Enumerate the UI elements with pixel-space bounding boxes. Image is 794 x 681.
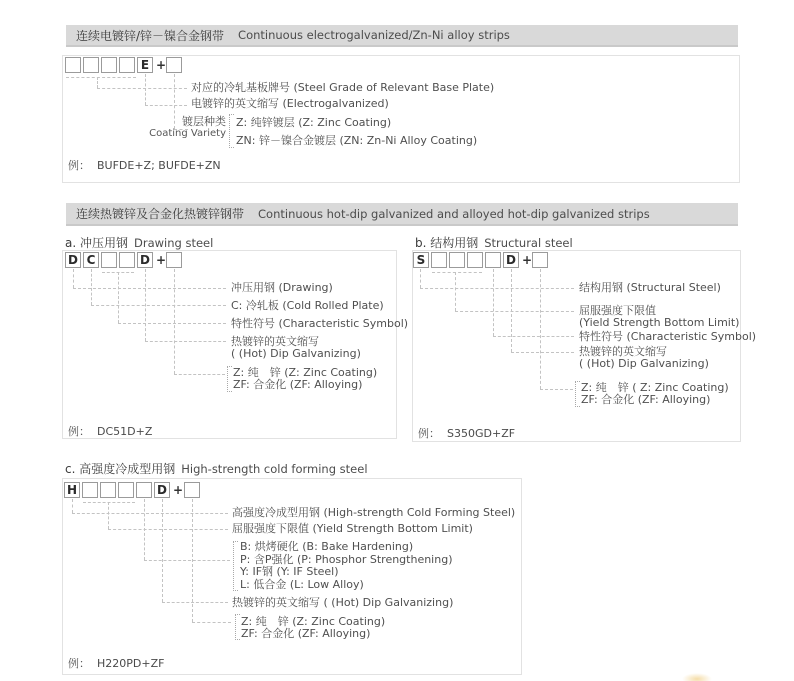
connector-line [118,323,226,324]
option-zinc-coating: Z: 纯锌镀层 (Z: Zinc Coating) [236,116,392,129]
code-box-blank [184,482,200,498]
annotation-grade-symbols [240,541,453,591]
options-bracket [235,614,240,640]
connector-line [145,74,146,105]
code-box-blank [166,252,182,268]
connector-line [493,269,494,336]
option-if-steel: Y: IF钢 (Y: IF Steel) [240,565,339,578]
subsection-label-en: High-strength cold forming steel [181,462,368,476]
option-zinc: Z: 纯 锌 (Z: Zinc Coating) [241,615,386,628]
connector-line [145,105,187,106]
code-box-blank [166,57,182,73]
connector-line [174,269,175,374]
code-box-blank [100,482,116,498]
section-header-en: Continuous hot-dip galvanized and alloyed hot-dip galvanized strips [258,206,650,221]
example-value: BUFDE+Z; BUFDE+ZN [97,159,221,172]
example-label: 例： [418,427,440,440]
annotation-hot-dip-galvanizing [231,336,361,360]
code-box-letter-s: S [413,252,429,268]
connector-line [144,560,230,561]
subsection-label-a [65,234,213,251]
annotation-base-plate: 对应的冷轧基板牌号 (Steel Grade of Relevant Base Plate) [191,81,495,94]
annotation-coating-options [581,382,729,406]
section-header-zh: 连续热镀锌及合金化热镀锌钢带 [76,207,245,221]
subsection-label-zh: c. 高强度冷成型用钢 [65,462,176,476]
example-value: S350GD+ZF [447,427,516,440]
annotation-hot-dip-galvanizing [579,346,709,370]
annotation-line: 热镀锌的英文缩写 [579,345,667,358]
connector-line [511,352,574,353]
annotation-cold-rolled: C: 冷轧板 (Cold Rolled Plate) [231,299,384,312]
plus-sign: + [173,483,184,497]
subsection-label-en: Drawing steel [133,236,214,250]
example-row [68,655,164,671]
option-bake-hardening: B: 烘烤硬化 (B: Bake Hardening) [240,540,414,553]
connector-line [192,499,193,622]
option-zinc: Z: 纯 锌 (Z: Zinc Coating) [233,366,378,379]
code-box-blank [119,252,135,268]
code-box-blank [485,252,501,268]
connector-line [145,269,146,341]
subsection-label-b [415,234,573,251]
connector-line [97,77,98,88]
example-value: DC51D+Z [97,425,153,438]
code-box-blank [101,57,117,73]
group-bracket [66,77,136,78]
connector-line [72,513,228,514]
subsection-label-en: Structural steel [484,236,573,250]
annotation-cold-forming-steel: 高强度冷成型用钢 (High-strength Cold Forming Steel) [232,506,516,519]
connector-line [162,499,163,602]
group-bracket [83,502,135,503]
section-header-zh: 连续电镀锌/锌－镍合金钢带 [76,28,225,43]
connector-line [73,288,226,289]
connector-line [455,311,574,312]
group-bracket [432,272,482,273]
coating-variety-zh: 镀层种类 [182,115,226,128]
plus-sign: + [156,58,167,72]
annotation-coating-options [241,616,385,640]
subsection-label-c [65,460,368,477]
code-box-letter-c: C [83,252,99,268]
code-box-letter-d: D [154,482,170,498]
code-box-letter-d: D [137,252,153,268]
annotation-line: (Yield Strength Bottom Limit) [579,316,740,329]
annotation-drawing-steel: 冲压用钢 (Drawing) [231,281,333,294]
code-box-letter-d: D [65,252,81,268]
plus-sign: + [522,253,533,267]
annotation-yield-strength [579,305,739,329]
annotation-coating-variety-label [140,116,226,140]
options-bracket [227,366,232,392]
connector-line [162,602,228,603]
annotation-coating-options [233,367,377,391]
example-row [68,423,152,439]
annotation-electrogalvanized: 电镀锌的英文缩写 (Electrogalvanized) [191,97,389,110]
example-value: H220PD+ZF [97,657,165,670]
connector-line [493,336,574,337]
connector-line [511,269,512,352]
option-low-alloy: L: 低合金 (L: Low Alloy) [240,577,364,591]
option-alloying: ZF: 合金化 (ZF: Alloying) [581,393,711,406]
connector-line [144,499,145,560]
connector-line [91,305,226,306]
subsection-label-zh: a. 冲压用钢 [65,236,128,250]
section-header-electrogalvanized [66,25,738,47]
code-box-blank [82,482,98,498]
example-row [418,425,515,441]
connector-line [192,622,231,623]
code-box-letter-e: E [137,57,153,73]
code-box-blank [101,252,117,268]
example-label: 例： [68,425,90,438]
annotation-line: ( (Hot) Dip Galvanizing) [231,347,361,360]
code-box-blank [467,252,483,268]
connector-line [145,341,226,342]
annotation-line: 热镀锌的英文缩写 [231,335,319,348]
code-box-blank [118,482,134,498]
example-label: 例： [68,657,90,670]
coating-variety-en: Coating Variety [149,128,226,139]
connector-line [72,499,73,513]
connector-line [91,269,92,305]
annotation-line: 屈服强度下限值 [579,304,656,317]
annotation-characteristic-symbol: 特性符号 (Characteristic Symbol) [231,317,409,330]
subsection-label-zh: b. 结构用钢 [415,236,479,250]
plus-sign: + [156,253,167,267]
page-corner-stain [682,673,712,681]
option-alloying: ZF: 合金化 (ZF: Alloying) [233,378,363,391]
section-header-hotdip [66,203,738,226]
annotation-structural-steel: 结构用钢 (Structural Steel) [579,281,721,294]
annotation-line: ( (Hot) Dip Galvanizing) [579,357,709,370]
annotation-hot-dip-galvanizing: 热镀锌的英文缩写 ( (Hot) Dip Galvanizing) [232,596,454,609]
code-box-blank [119,57,135,73]
connector-line [108,502,109,529]
code-box-blank [449,252,465,268]
option-phosphor: P: 含P强化 (P: Phosphor Strengthening) [240,552,453,566]
option-alloying: ZF: 合金化 (ZF: Alloying) [241,627,371,640]
option-zinc: Z: 纯 锌 ( Z: Zinc Coating) [581,381,729,394]
options-bracket [229,114,234,148]
code-box-blank [136,482,152,498]
code-box-blank [83,57,99,73]
option-znni-coating: ZN: 锌－镍合金镀层 (ZN: Zn-Ni Alloy Coating) [236,134,478,147]
connector-line [540,389,573,390]
section-header-en: Continuous electrogalvanized/Zn-Ni alloy strips [238,28,510,42]
annotation-yield-strength: 屈服强度下限值 (Yield Strength Bottom Limit) [232,522,473,535]
code-box-letter-d: D [503,252,519,268]
code-box-blank [532,252,548,268]
connector-line [540,269,541,389]
example-row [68,157,221,173]
connector-line [118,272,119,323]
annotation-characteristic-symbol: 特性符号 (Characteristic Symbol) [579,330,757,343]
code-box-letter-h: H [64,482,80,498]
connector-line [455,272,456,311]
code-box-blank [65,57,81,73]
options-bracket [575,381,580,407]
example-label: 例： [68,159,90,172]
options-bracket [233,541,238,591]
connector-line [108,529,228,530]
code-box-blank [431,252,447,268]
connector-line [420,269,421,288]
connector-line [174,374,225,375]
connector-line [73,269,74,288]
connector-line [420,288,574,289]
